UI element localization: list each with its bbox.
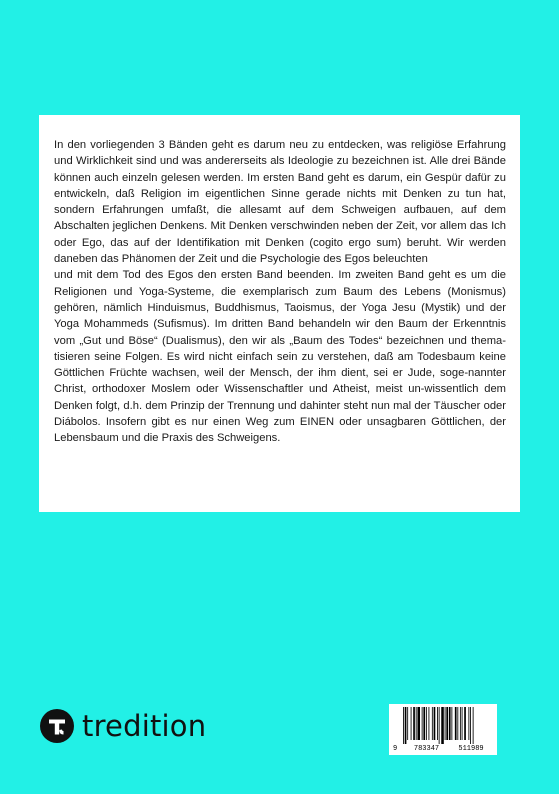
barcode-bar [413, 707, 415, 740]
barcode-bar [470, 707, 471, 744]
blurb-paragraph-1: In den vorliegenden 3 Bänden geht es darum neu zu entdecken, was religiöse Erfahrung und Wirklichkeit sind und was andererseits als Ideologie zu bezeichnen ist. Alle drei Bände können auch einzeln gelesen werden. Im ersten Band geht es darum, ein Gespür dafür zu entwickeln, daß Religion im eigentlichen Sinne gerade nichts mit Denken zu tun hat, sondern Erfahrungen umfaßt, die allesamt auf dem Schweigen aufbauen, auf dem Abschalten jeglichen Denkens. Mit Denken verschwinden neben der Zeit, vor allem das Ich oder Ego, das auf der Identifikation mit Denken (cogito ergo sum) beruht. Wir werden daneben das Phänomen der Zeit und die Psychologie des Egos beleuchten [54, 139, 506, 266]
barcode-bar [464, 707, 466, 740]
publisher-logo [40, 709, 206, 743]
barcode-bar [403, 707, 404, 744]
barcode-digit-first: 9 [393, 745, 398, 753]
barcode-bar [446, 707, 448, 740]
isbn-barcode [389, 704, 497, 755]
barcode-bar [429, 707, 430, 740]
barcode-bar [449, 707, 451, 740]
barcode-digits-group-2: 511989 [458, 745, 484, 753]
barcode-bar [426, 707, 427, 740]
barcode-bar [439, 707, 440, 744]
barcode-bar [417, 707, 420, 740]
barcode-bar [437, 707, 438, 740]
barcode-bar [422, 707, 423, 740]
barcode-bar [460, 707, 461, 740]
barcode-bar [432, 707, 433, 740]
barcode-bar [468, 707, 469, 740]
blurb-paragraph-2: und mit dem Tod des Egos den ersten Band beenden. Im zweiten Band geht es um die Religionen und Yoga-Systeme, die exemplarisch zum Baum des Lebens (Monismus) gehören, nämlich Hinduismus, Buddhismus, Taoismus, der Yoga Jesu (Mystik) und der Yoga Mohammeds (Sufismus). Im dritten Band behandeln wir den Baum der Erkenntnis vom „Gut und Böse“ (Dualismus), den wir als „Baum des Todes“ bezeichnen und thema-tisieren seine Folgen. Es wird nicht einfach sein zu verstehen, daß am Todesbaum keine Göttlichen Früchte wachsen, weil der Mensch, der ihm dient, sei er Jude, soge-nannter Christ, orthodoxer Moslem oder Wissenschaftler und Atheist, meist un-wissentlich dem Denken folgt, d.h. dem Prinzip der Trennung und dahinter steht nun mal der Täuscher oder Diábolos. Insofern gibt es nur einen Weg zum EINEN oder unsagbaren Göttlichen, der Lebensbaum und die Praxis des Schweigens. [54, 269, 506, 445]
barcode-bar [462, 707, 463, 740]
barcode-bar [451, 707, 452, 740]
barcode-bar [473, 707, 474, 744]
barcode-bar [457, 707, 458, 740]
barcode-bar [423, 707, 425, 740]
barcode-bar [405, 707, 407, 744]
barcode-bar [441, 707, 444, 744]
barcode-digits [393, 745, 493, 753]
tredition-logo-icon [40, 709, 74, 743]
barcode-bar [411, 707, 412, 740]
barcode-bar [434, 707, 436, 740]
barcode-bar [416, 707, 417, 740]
barcode-bars [393, 707, 493, 744]
barcode-bar [455, 707, 457, 740]
publisher-name: tredition [82, 708, 207, 743]
barcode-bar [407, 707, 408, 740]
barcode-bar [445, 707, 446, 740]
blurb-text-panel [39, 115, 520, 512]
barcode-digits-group-1: 783347 [413, 745, 440, 753]
